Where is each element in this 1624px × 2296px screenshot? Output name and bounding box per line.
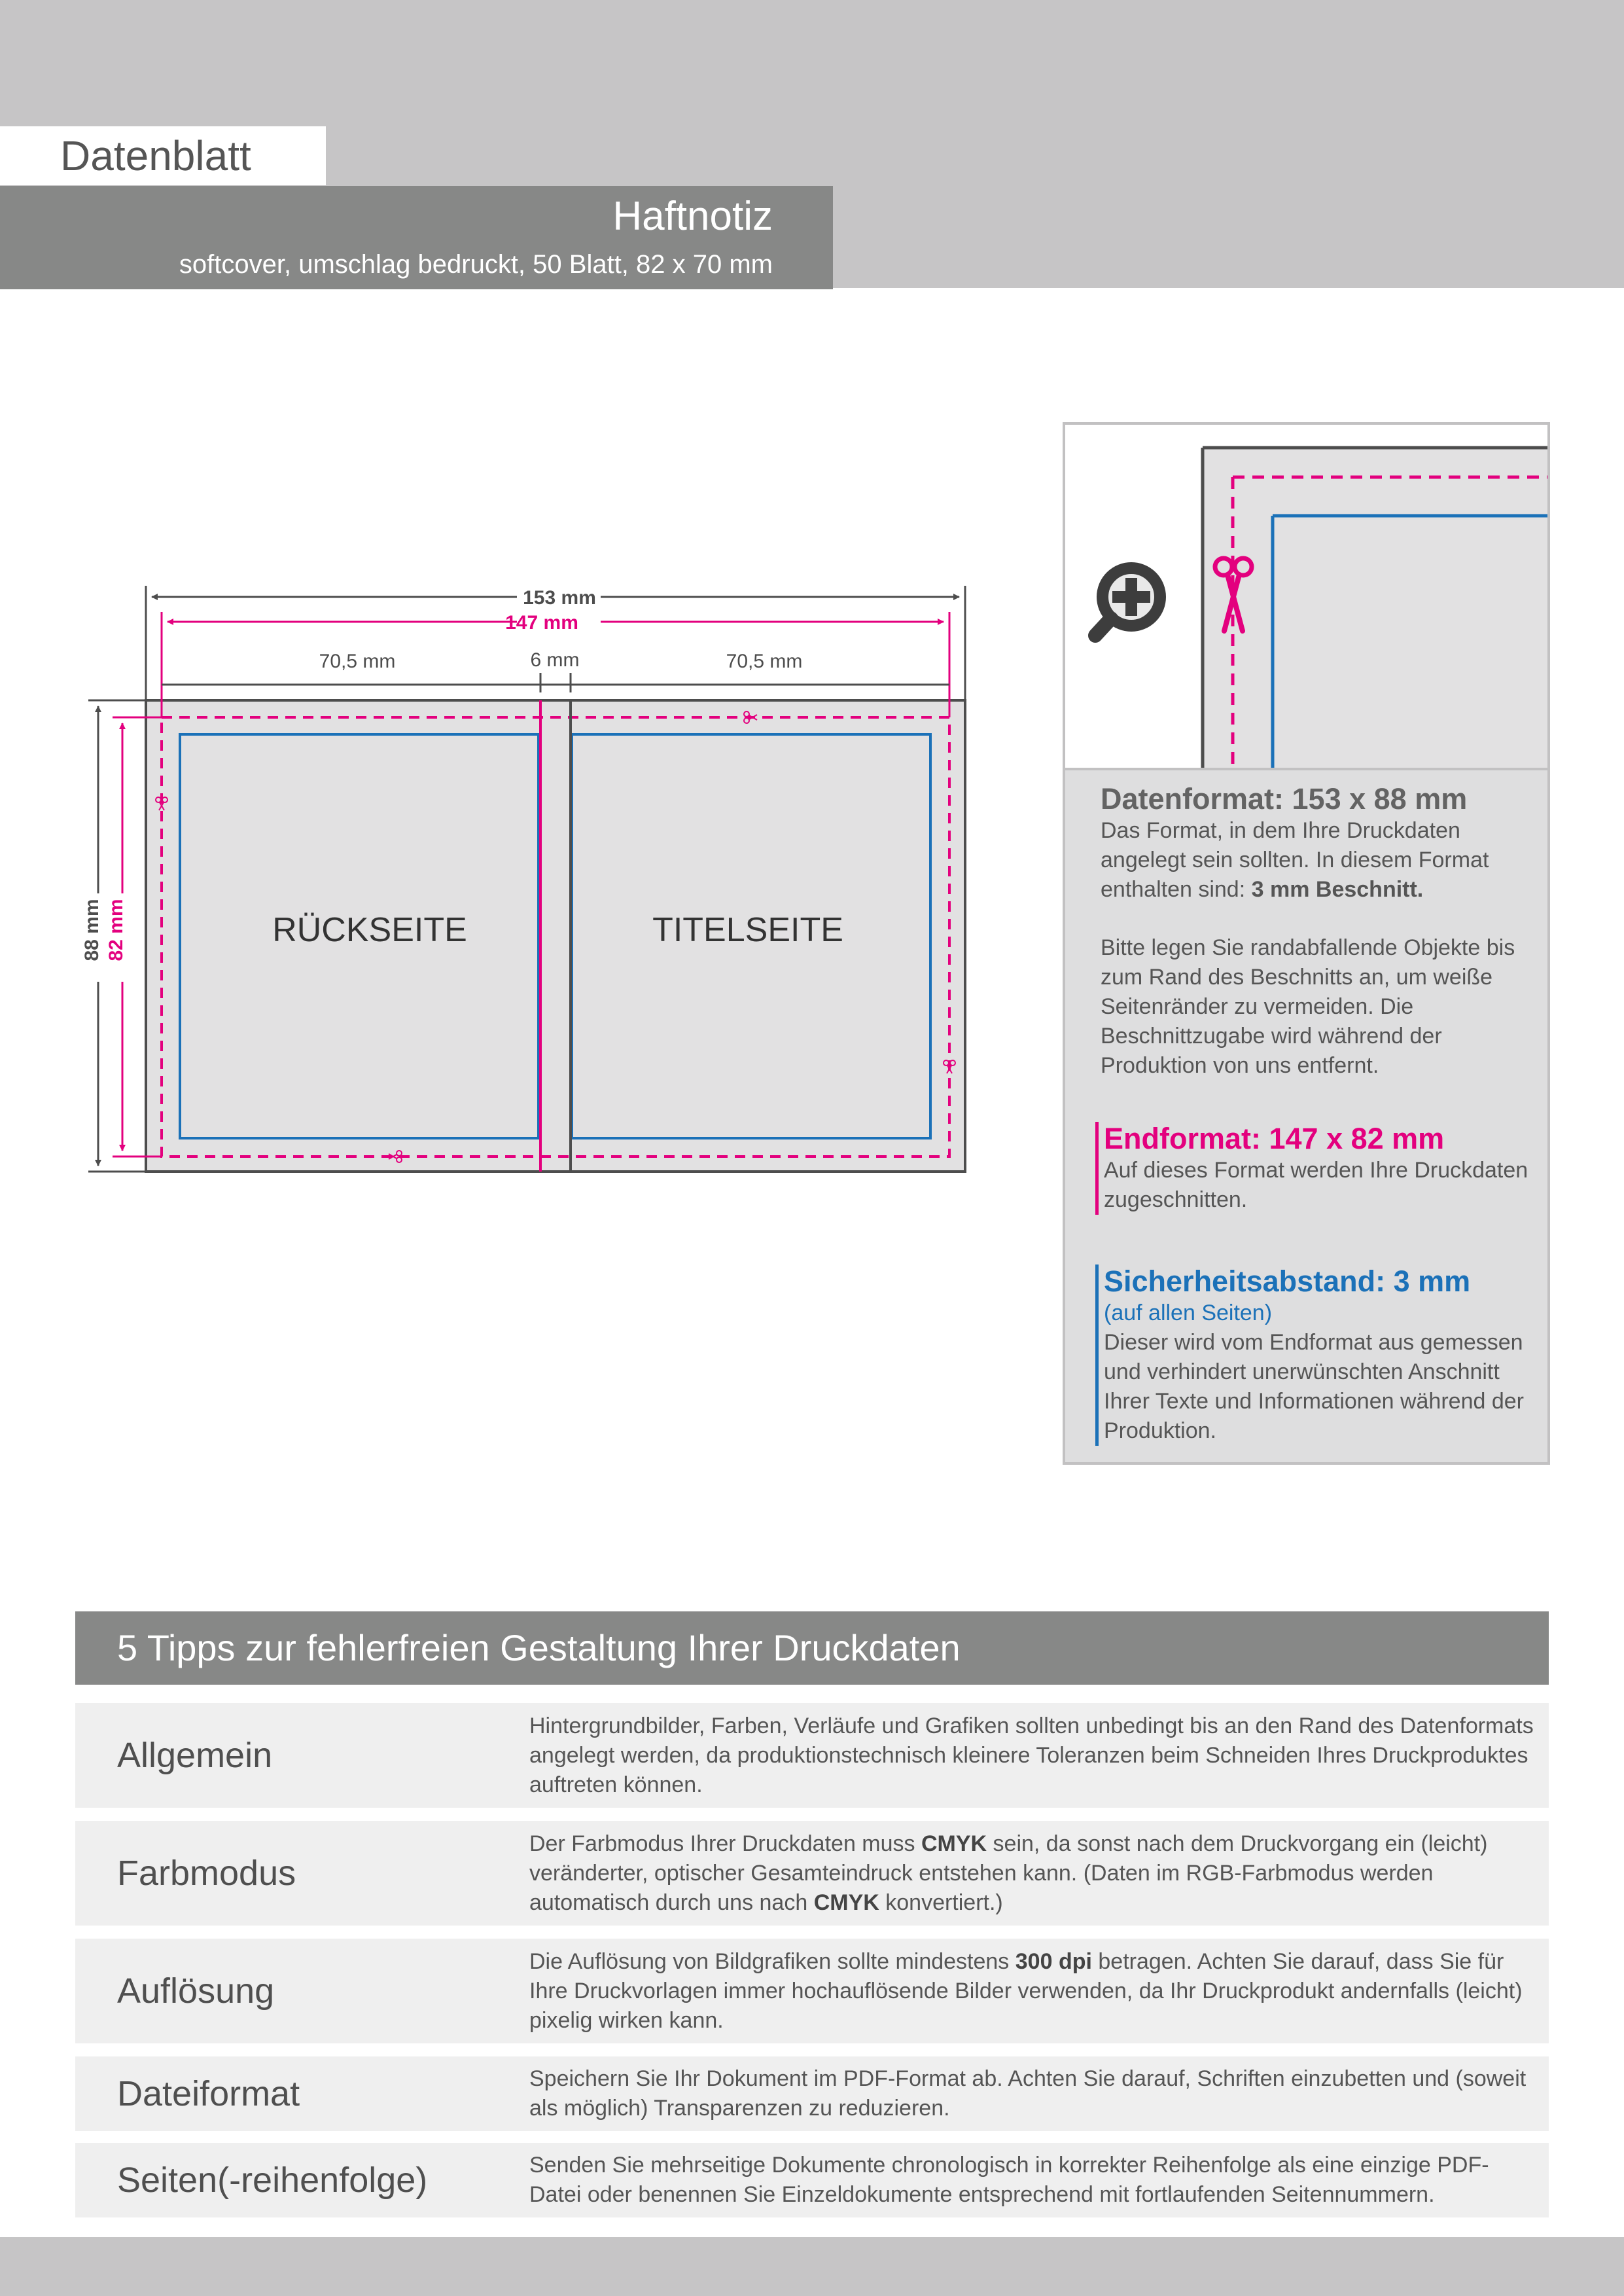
safety-margin-subtitle: (auf allen Seiten) [1104,1300,1273,1325]
data-format-title: Datenformat: 153 x 88 mm [1101,782,1468,816]
safety-margin-title: Sicherheitsabstand: 3 mm [1104,1265,1471,1298]
dimension-final-width: 147 mm [505,612,578,634]
tip-row-general [75,1703,1549,1808]
footer-band [0,2237,1624,2296]
end-format-info [1095,1122,1534,1215]
tip-row-file-format [75,2056,1549,2131]
bleed-amount: 3 mm Beschnitt. [1251,877,1424,902]
data-format-info [1101,782,1534,1081]
format-info-panel [1063,422,1550,1465]
dimension-total-height: 88 mm [81,899,103,961]
safety-margin-info [1095,1265,1534,1446]
bleed-instructions: Bitte legen Sie randabfallende Objekte bis zum Rand des Beschnitts an, um weiße Seitenränder zu vermeiden. Die Beschnittzugabe wird während der Produktion von uns entfernt. [1101,935,1515,1078]
tip-row-resolution [75,1939,1549,2043]
tip-row-color-mode [75,1821,1549,1926]
corner-detail-view [1065,425,1547,770]
back-cover-label: RÜCKSEITE [272,911,467,949]
tip-label: Allgemein [117,1736,273,1775]
product-subtitle: softcover, umschlag bedruckt, 50 Blatt, 82 x 70 mm [179,250,773,279]
tip-label: Seiten(-reihenfolge) [117,2161,428,2200]
zoom-in-icon [1095,568,1160,636]
dimension-back-panel: 70,5 mm [319,651,396,672]
end-format-description: Auf dieses Format werden Ihre Druckdaten zugeschnitten. [1104,1158,1528,1212]
dimension-spine: 6 mm [530,649,580,671]
tips-section-header: 5 Tipps zur fehlerfreien Gestaltung Ihrer Druckdaten [75,1611,1549,1685]
tip-label: Farbmodus [117,1854,296,1893]
corner-detail-graphic [1065,425,1547,768]
tip-text: Senden Sie mehrseitige Dokumente chronologisch in korrekter Reihenfolge als eine einzige PDF-Datei oder benennen Sie Einzeldokumente entsprechend mit fortlaufenden Seitennummern. [529,2153,1489,2207]
safety-margin-description: Dieser wird vom Endformat aus gemessen und verhindert unerwünschten Anschnitt Ihrer Texte und Informationen während der Produktion. [1104,1330,1524,1443]
tip-row-page-order [75,2143,1549,2217]
dimension-front-panel: 70,5 mm [726,651,803,672]
tip-label: Dateiformat [117,2074,300,2113]
document-type-label: Datenblatt [0,126,326,185]
tip-text: Speichern Sie Ihr Dokument im PDF-Format ab. Achten Sie darauf, Schriften einzubetten und (soweit als möglich) Transparenzen zu reduzieren. [529,2066,1527,2121]
front-cover-label: TITELSEITE [652,911,843,949]
dimension-total-width: 153 mm [523,587,596,609]
product-title: Haftnotiz [612,194,773,239]
data-format-description: Das Format, in dem Ihre Druckdaten angelegt sein sollten. In diesem Format enthalten sind: 3 mm Beschnitt. [1101,818,1489,902]
tip-text: Hintergrundbilder, Farben, Verläufe und Grafiken sollten unbedingt bis an den Rand des Datenformats angelegt werden, da produktionstechnisch kleinere Toleranzen beim Schneiden Ihres Druckproduktes auftreten können. [529,1713,1534,1797]
end-format-title: Endformat: 147 x 82 mm [1104,1122,1445,1155]
tip-text: Die Auflösung von Bildgrafiken sollte mindestens 300 dpi betragen. Achten Sie darauf, dass Sie für Ihre Druckvorlagen immer hochauflösende Bilder verwenden, da Ihr Druckprodukt andernfalls (leicht) pixelig wirken kann. [529,1948,1523,2033]
tip-text: Der Farbmodus Ihrer Druckdaten muss CMYK sein, da sonst nach dem Druckvorgang ein (leicht) veränderter, optischer Gesamteindruck entstehen kann. (Daten im RGB-Farbmodus werden automatisch durch uns nach CMYK konvertiert.) [529,1831,1488,1915]
dimension-final-height: 82 mm [105,899,127,961]
tip-label: Auflösung [117,1971,275,2011]
